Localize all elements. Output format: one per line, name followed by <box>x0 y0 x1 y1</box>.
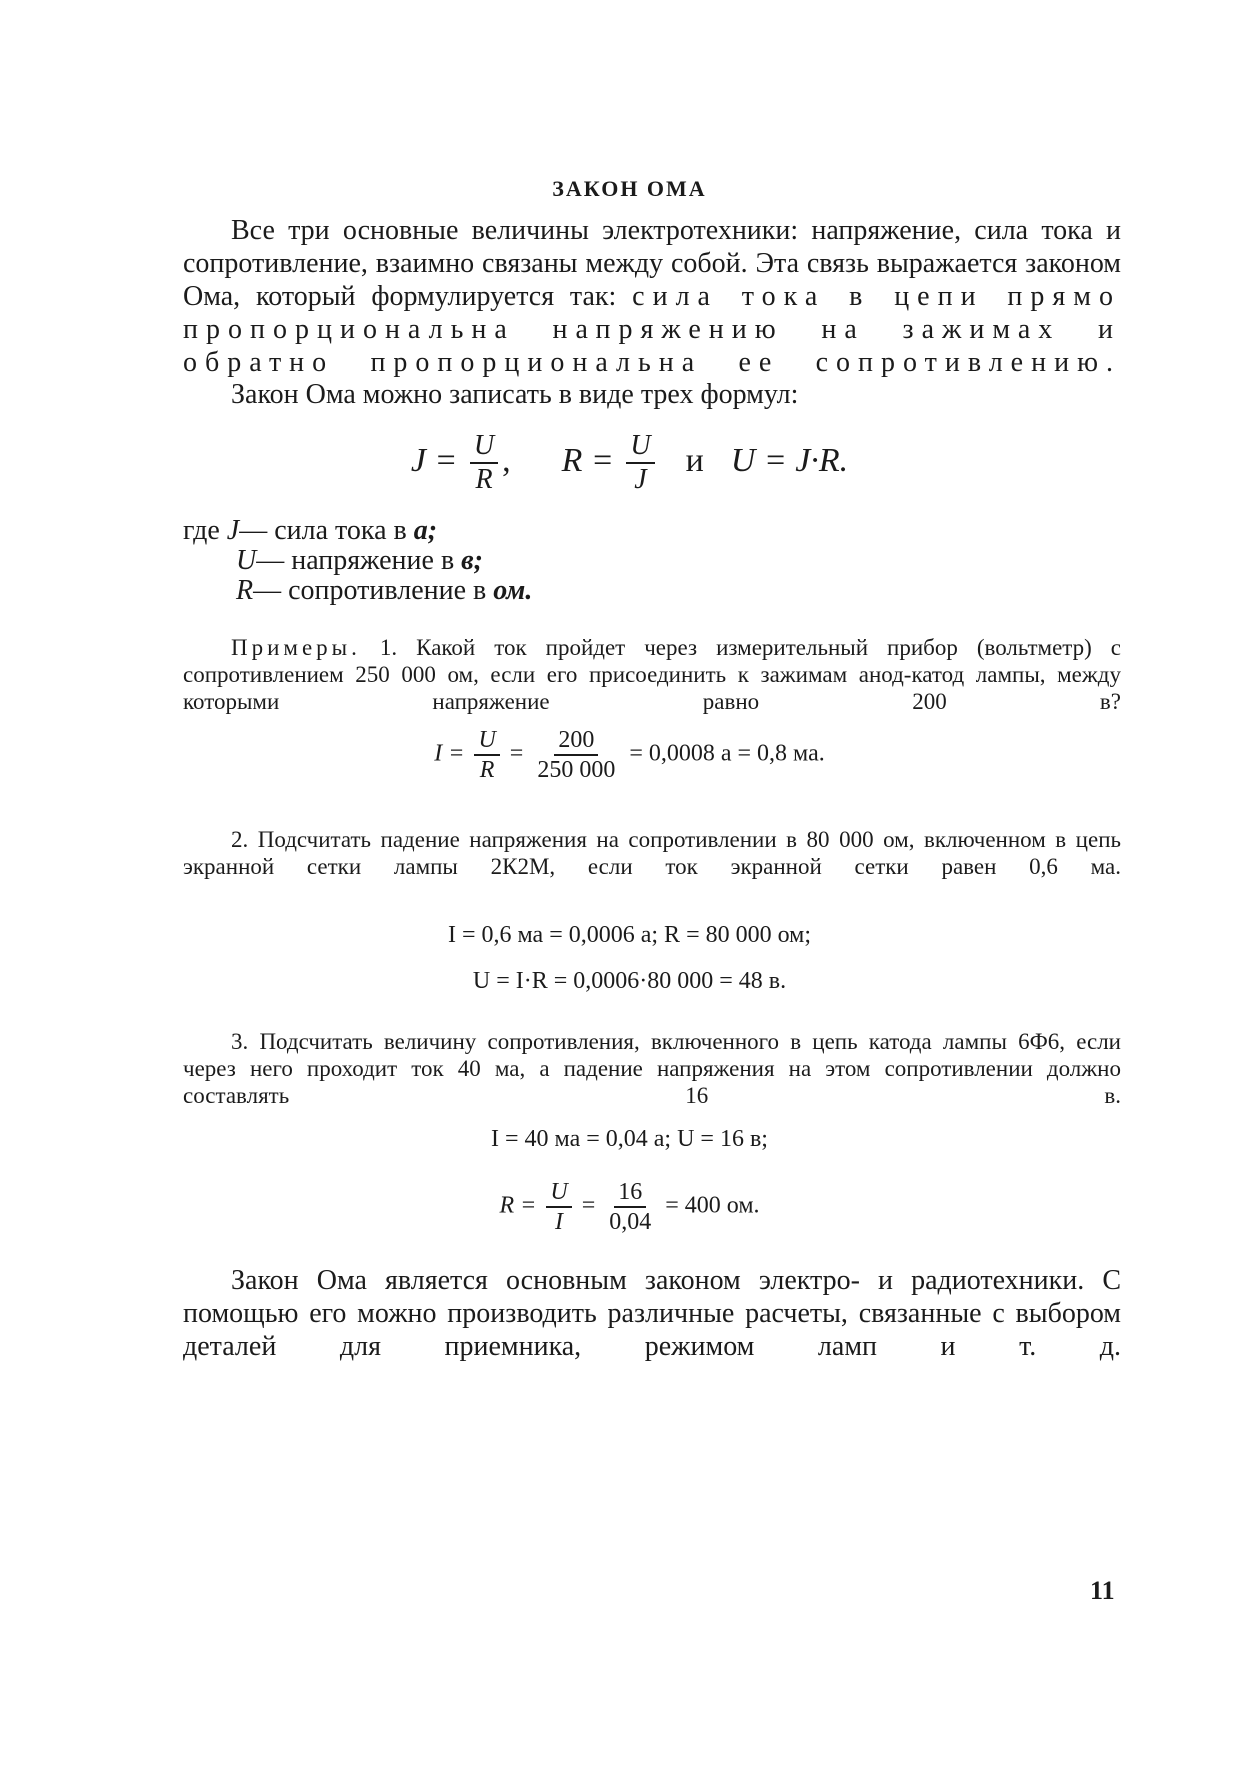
formula-current-lhs: J = <box>410 441 458 479</box>
example-3-line-1: I = 40 ма = 0,04 а; U = 16 в; <box>491 1126 768 1152</box>
example-1-body: 1. Какой ток пройдет через измерительный прибор (вольтметр) с сопротивлением 250 000 ом, если его присоединить к зажимам анод-катод лампы, между которыми напряжение равно 200 в? <box>183 635 1122 714</box>
ohm-formulas <box>0 432 1259 494</box>
calc-fraction-symbolic: $\frac{U}{R}$ <box>474 728 499 782</box>
example-2-line-1: I = 0,6 ма = 0,0006 а; R = 80 000 ом; <box>448 922 811 948</box>
examples-label: Примеры. <box>231 635 361 660</box>
calc-equals: = <box>509 740 524 767</box>
example-1-calculation <box>0 728 1259 782</box>
definition-voltage <box>236 544 483 577</box>
page-title: ЗАКОН ОМА <box>552 176 707 201</box>
example-1-text <box>183 634 1121 715</box>
formula-conjunction: и <box>685 441 704 479</box>
calc-fraction-symbolic: $\frac{U}{I}$ <box>546 1180 571 1234</box>
definition-unit: ом. <box>493 575 533 606</box>
intro-paragraph <box>183 214 1121 379</box>
calc-lhs: R = <box>499 1192 537 1219</box>
example-3-text: 3. Подсчитать величину сопротивления, включенного в цепь катода лампы 6Ф6, если через него проходит ток 40 ма, а падение напряжения на этом сопротивлении должно составлять 16 в. <box>183 1029 1121 1108</box>
formulas-intro: Закон Ома можно записать в виде трех формул: <box>231 379 799 410</box>
formula-current-fraction: $\frac{U}{R}$ <box>470 432 498 494</box>
formula-resistance-lhs: R = <box>561 441 614 479</box>
formula-resistance-fraction: $\frac{U}{J}$ <box>626 432 654 494</box>
definition-prefix: где <box>183 515 220 546</box>
calc-result: = 0,0008 а = 0,8 ма. <box>629 740 825 767</box>
calc-equals: = <box>581 1192 596 1219</box>
definition-text: — напряжение в <box>256 545 455 576</box>
definition-symbol: R <box>236 575 254 606</box>
law-statement: сила тока в цепи прямо пропорциональна напряжению на зажимах и обратно пропорциональна ее сопротивлению. <box>183 281 1121 378</box>
definition-unit: в; <box>461 545 484 576</box>
calc-lhs: I = <box>434 740 465 767</box>
formula-voltage: U = J·R. <box>730 441 849 479</box>
calc-result: = 400 ом. <box>665 1192 760 1219</box>
definition-text: — сопротивление в <box>253 575 487 606</box>
example-3-calculation <box>0 1180 1259 1234</box>
calc-fraction-numeric: $\frac{16}{0,04}$ <box>609 1179 652 1235</box>
calc-fraction-numeric: $\frac{200}{250 000}$ <box>537 727 616 783</box>
definition-text: — сила тока в <box>239 515 407 546</box>
definition-symbol: J <box>226 515 240 546</box>
definition-unit: а; <box>413 515 438 546</box>
definition-resistance <box>236 574 532 607</box>
conclusion-paragraph: Закон Ома является основным законом электро- и радиотехники. С помощью его можно производить различные расчеты, связанные с выбором деталей для приемника, режимом ламп и т. д. <box>183 1265 1121 1362</box>
intro-text: Все три основные величины электротехники: напряжение, сила тока и сопротивление, взаимно связаны между собой. Эта связь выражается законом Ома, который формулируется так: <box>183 215 1121 312</box>
example-2-line-2: U = I·R = 0,0006·80 000 = 48 в. <box>472 968 787 994</box>
example-2-text: 2. Подсчитать падение напряжения на сопротивлении в 80 000 ом, включенном в цепь экранной сетки лампы 2К2М, если ток экранной сетки равен 0,6 ма. <box>183 827 1121 879</box>
definition-current <box>183 514 437 547</box>
page-number: 11 <box>1090 1576 1115 1605</box>
formula-separator: , <box>502 441 511 479</box>
definition-symbol: U <box>236 545 257 576</box>
